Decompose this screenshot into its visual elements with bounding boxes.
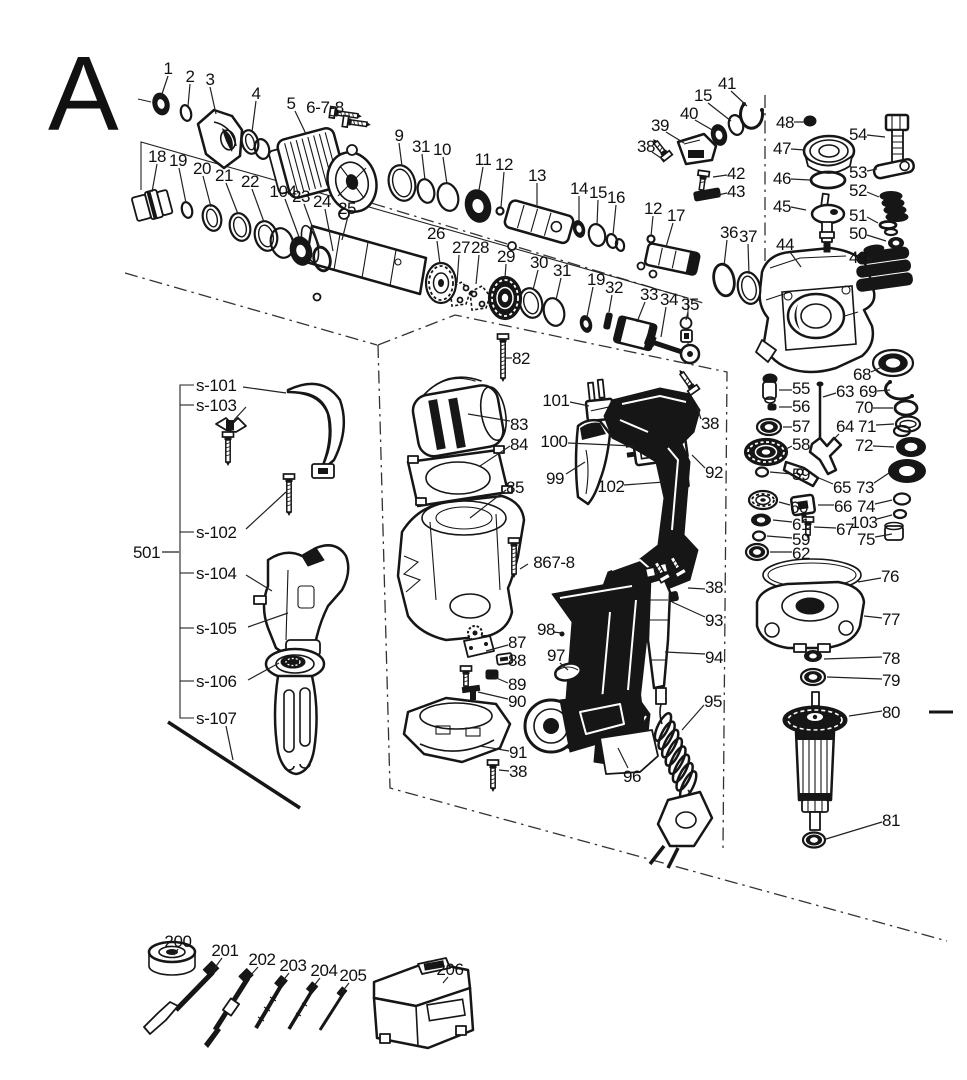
washer: [753, 532, 765, 541]
part-callout-40: 40: [679, 104, 699, 123]
part-callout-35: 35: [680, 295, 700, 314]
leader-line: [494, 677, 508, 683]
part-callout-80: 80: [881, 703, 901, 722]
screw-shaft: [464, 674, 468, 686]
part-callout-34: 34: [659, 290, 679, 309]
main-housing: [398, 496, 524, 640]
part-callout-205: 205: [339, 966, 367, 985]
part-callout-45: 45: [772, 197, 792, 216]
leader-line: [819, 478, 833, 484]
part-callout-46: 46: [772, 169, 792, 188]
o-ring: [880, 222, 896, 229]
screw-head: [284, 474, 295, 479]
part-callout-55: 55: [791, 379, 811, 398]
leader-line: [873, 446, 894, 447]
part-callout-2: 2: [185, 67, 195, 86]
leader-line: [713, 175, 727, 177]
screw-tip: [491, 788, 495, 792]
screw-head: [461, 666, 472, 671]
part-callout-47: 47: [772, 139, 792, 158]
screw-shaft: [699, 179, 705, 191]
part-callout-19: 19: [168, 151, 188, 170]
part-callout-48: 48: [775, 113, 795, 132]
side-handle-assembly: [168, 384, 348, 808]
part-callout-51: 51: [848, 206, 868, 225]
part-callout-31: 31: [411, 137, 431, 156]
part-callout-50: 50: [848, 224, 868, 243]
leader-line: [457, 255, 459, 283]
part-callout-22: 22: [240, 172, 260, 191]
drill-bit-2: [289, 982, 318, 1029]
part-callout-38: 38: [636, 137, 656, 156]
part-callout-11: 11: [474, 150, 492, 169]
leader-line: [767, 536, 792, 538]
leader-line: [682, 705, 704, 730]
screw-tip: [501, 378, 505, 382]
brush-holder: [678, 134, 716, 164]
part-callout-18: 18: [147, 147, 167, 166]
leader-line: [179, 168, 186, 203]
leader-line: [692, 455, 705, 468]
washer: [586, 222, 607, 247]
part-callout-103: 103: [850, 513, 878, 532]
leader-line: [875, 500, 892, 504]
part-callout-71: 71: [857, 417, 877, 436]
power-plug: [650, 792, 712, 868]
o-ring: [711, 262, 737, 297]
part-callout-82: 82: [511, 349, 531, 368]
bearing-bore: [886, 358, 900, 367]
part-callout-202: 202: [248, 950, 276, 969]
leader-line: [824, 657, 882, 659]
part-callout-38: 38: [508, 762, 528, 781]
leader-line: [422, 154, 425, 180]
bearing-bore: [765, 424, 774, 430]
part-callout-100: 100: [540, 432, 568, 451]
washer: [253, 138, 272, 161]
armature: [783, 692, 847, 830]
accessories: [144, 942, 473, 1048]
part-callout-s-104: s-104: [196, 564, 237, 583]
part-callout-93: 93: [704, 611, 724, 630]
leader-line: [876, 424, 894, 425]
leader-line: [773, 520, 792, 522]
part-callout-88: 88: [507, 651, 527, 670]
leader-line: [501, 172, 504, 207]
part-callout-42: 42: [726, 164, 746, 183]
part-callout-69: 69: [858, 382, 878, 401]
leader-line: [651, 216, 653, 236]
washer: [497, 208, 504, 215]
bearing-bore: [810, 837, 818, 842]
washer: [200, 203, 224, 233]
part-callout-21: 21: [214, 166, 234, 185]
part-callout-1: 1: [163, 59, 173, 78]
part-callout-74: 74: [856, 497, 876, 516]
part-callout-97: 97: [546, 646, 566, 665]
part-callout-89: 89: [507, 675, 527, 694]
screw-head: [223, 432, 234, 437]
leader-line: [505, 264, 506, 278]
washer: [435, 181, 462, 213]
part-callout-s-106: s-106: [196, 672, 237, 691]
washer: [894, 494, 910, 505]
part-callout-43: 43: [726, 182, 746, 201]
part-callout-25: 25: [337, 199, 357, 218]
pivot-plate: [873, 158, 915, 179]
leader-line: [858, 578, 881, 582]
part-callout-53: 53: [848, 163, 868, 182]
washer: [180, 201, 194, 219]
part-callout-201: 201: [211, 941, 239, 960]
leader-line: [731, 91, 747, 106]
bearing-cover: [757, 582, 864, 648]
washer: [894, 510, 906, 518]
part-callout-59: 59: [791, 530, 811, 549]
cylinder-barrel: [306, 226, 426, 294]
bearing-bore: [809, 674, 818, 680]
part-callout-102: 102: [597, 477, 625, 496]
screw: [284, 474, 295, 516]
part-callout-3: 3: [205, 70, 215, 89]
leader-line: [637, 302, 645, 322]
o-ring: [895, 401, 917, 415]
point-chisel: [204, 969, 253, 1048]
leader-line: [849, 711, 882, 716]
screw: [675, 367, 699, 395]
seal-ring-bore: [809, 653, 817, 658]
screw-tip: [287, 512, 291, 516]
part-callout-76: 76: [880, 567, 900, 586]
part-callout-20: 20: [192, 159, 212, 178]
part-callout-95: 95: [703, 692, 723, 711]
part-callout-17: 17: [666, 206, 686, 225]
part-callout-94: 94: [704, 648, 724, 667]
leader-line: [161, 76, 168, 97]
part-callout-867-8: 867-8: [533, 553, 575, 572]
part-callout-62: 62: [791, 544, 811, 563]
part-callout-5: 5: [286, 94, 296, 113]
leader-line: [499, 770, 509, 771]
part-callout-63: 63: [835, 382, 855, 401]
part-callout-84: 84: [509, 435, 529, 454]
washer: [541, 296, 568, 328]
leader-line: [708, 103, 731, 121]
part-callout-24: 24: [312, 192, 332, 211]
part-callout-s-101: s-101: [196, 376, 237, 395]
screw-head: [498, 334, 509, 339]
washer: [885, 229, 897, 235]
shift-fork: [810, 438, 841, 474]
part-callout-66: 66: [833, 497, 853, 516]
leader-line: [791, 179, 810, 180]
part-callout-91: 91: [508, 743, 528, 762]
screw-tip: [226, 462, 230, 466]
part-callout-79: 79: [881, 671, 901, 690]
gear-hub: [502, 294, 508, 302]
leader-line: [478, 692, 508, 699]
part-callout-23: 23: [291, 187, 311, 206]
leader-line: [295, 111, 306, 134]
leader-line: [748, 244, 749, 274]
motor-assembly: [757, 559, 864, 830]
washer: [179, 104, 193, 122]
sheet-letter: A: [48, 35, 119, 153]
leader-line: [246, 492, 286, 529]
part-callout-81: 81: [881, 811, 901, 830]
drill-bit-1: [256, 976, 287, 1028]
washer: [648, 236, 655, 243]
part-callout-54: 54: [848, 125, 868, 144]
leader-line: [867, 217, 878, 223]
part-callout-204: 204: [310, 961, 338, 980]
leader-line: [672, 602, 705, 617]
gear-hub: [762, 449, 770, 454]
part-callout-75: 75: [856, 530, 876, 549]
housing-cap: [404, 698, 510, 762]
leader-line: [826, 822, 882, 839]
leader-line: [613, 205, 616, 235]
part-callout-65: 65: [832, 478, 852, 497]
leader-line: [609, 295, 612, 312]
part-callout-98: 98: [536, 620, 556, 639]
part-callout-56: 56: [791, 397, 811, 416]
part-callout-12: 12: [494, 155, 514, 174]
part-callout-99: 99: [545, 469, 565, 488]
leader-line: [243, 387, 286, 393]
leader-line: [779, 502, 790, 505]
part-callout-15: 15: [693, 86, 713, 105]
leader-line: [827, 677, 882, 679]
leader-line: [877, 390, 890, 391]
part-callout-10: 10: [432, 140, 452, 159]
screw: [223, 432, 234, 466]
screw-shaft: [654, 141, 665, 153]
leader-line: [791, 207, 806, 210]
washer: [251, 219, 280, 254]
handle-clamp: [254, 545, 348, 656]
leader-line: [864, 616, 882, 618]
part-callout-64: 64: [835, 417, 855, 436]
leader-line: [874, 473, 889, 483]
part-callout-38: 38: [700, 414, 720, 433]
part-callout-26: 26: [426, 224, 446, 243]
part-callout-92: 92: [704, 463, 724, 482]
part-callout-38: 38: [704, 578, 724, 597]
leader-line: [252, 101, 256, 132]
washer: [415, 177, 437, 204]
leader-line: [587, 287, 593, 317]
part-callout-206: 206: [436, 960, 464, 979]
screw-shaft: [351, 120, 367, 127]
part-callout-67: 67: [835, 520, 855, 539]
washer: [227, 211, 254, 243]
part-callout-83: 83: [509, 415, 529, 434]
leader-line: [252, 189, 264, 222]
leader-line: [399, 143, 402, 166]
crank-gear: [812, 194, 844, 252]
part-callout-87: 87: [507, 633, 527, 652]
leader-line: [226, 726, 233, 760]
part-callout-203: 203: [279, 956, 307, 975]
part-callout-31: 31: [552, 261, 572, 280]
part-callout-49: 49: [848, 248, 868, 267]
crankcase-assembly: [678, 102, 915, 372]
part-callout-33: 33: [639, 285, 659, 304]
part-callout-77: 77: [881, 610, 901, 629]
part-callout-73: 73: [855, 478, 875, 497]
washer: [727, 114, 746, 137]
o-ring: [811, 172, 845, 188]
part-callout-501: 501: [133, 543, 161, 562]
leader-line: [867, 235, 886, 241]
part-callout-78: 78: [881, 649, 901, 668]
part-callout-39: 39: [650, 116, 670, 135]
part-callout-200: 200: [164, 932, 192, 951]
part-callout-52: 52: [848, 181, 868, 200]
gear-hub: [760, 498, 766, 502]
part-callout-101: 101: [542, 391, 570, 410]
leader-line: [520, 564, 528, 569]
part-callout-s-107: s-107: [196, 709, 237, 728]
leader-line: [476, 255, 479, 284]
leader-line: [624, 482, 664, 485]
side-handle-bracket: [180, 385, 194, 718]
leader-line: [688, 588, 705, 589]
leader-line: [443, 157, 447, 184]
gear-hub: [438, 279, 444, 287]
leader-line: [437, 241, 440, 264]
cord-spring: [652, 711, 700, 801]
screw-head: [342, 116, 348, 128]
screw-head: [698, 170, 710, 176]
leader-line: [203, 176, 211, 207]
part-callout-58: 58: [791, 435, 811, 454]
leader-line: [666, 223, 673, 247]
part-callout-61: 61: [791, 515, 811, 534]
washer: [385, 162, 419, 204]
leader-line: [188, 84, 190, 106]
leader-line: [152, 164, 157, 192]
part-callout-s-105: s-105: [196, 619, 237, 638]
part-callout-59: 59: [791, 465, 811, 484]
part-callout-16: 16: [606, 188, 626, 207]
part-callout-60: 60: [789, 498, 809, 517]
cord-guard: [645, 563, 670, 704]
leader-line: [867, 192, 879, 197]
part-callout-70: 70: [854, 398, 874, 417]
leader-line: [724, 240, 727, 266]
part-callout-68: 68: [852, 365, 872, 384]
leader-line: [877, 515, 892, 519]
part-callout-14: 14: [569, 179, 589, 198]
leader-line: [226, 183, 238, 214]
leader-line: [661, 307, 666, 337]
screw-head: [509, 538, 520, 543]
part-callout-36: 36: [719, 223, 739, 242]
seal-ring-bore: [905, 443, 918, 451]
handle-grip: [266, 649, 324, 774]
leader-line: [814, 527, 836, 528]
part-callout-s-102: s-102: [196, 523, 237, 542]
seal-ring-bore: [893, 240, 900, 245]
bearing-bore: [753, 549, 761, 555]
part-callout-41: 41: [717, 74, 737, 93]
washer: [615, 238, 626, 252]
part-callout-9: 9: [394, 126, 404, 145]
part-callout-90: 90: [507, 692, 527, 711]
part-callout-30: 30: [529, 253, 549, 272]
screw-head: [488, 760, 499, 765]
motor-housing: [525, 580, 658, 774]
leader-line: [479, 167, 483, 190]
part-callout-19: 19: [586, 270, 606, 289]
part-callout-104: 104: [269, 182, 297, 201]
leader-line: [867, 135, 885, 137]
part-callout-28: 28: [470, 238, 490, 257]
part-callout-96: 96: [622, 767, 642, 786]
part-callout-12: 12: [643, 199, 663, 218]
seal-ring-bore: [757, 517, 765, 522]
screw: [488, 760, 499, 792]
part-callout-6-7-8: 6-7-8: [306, 98, 344, 117]
part-callout-32: 32: [604, 278, 624, 297]
seal-ring-bore: [899, 466, 915, 476]
part-callout-15: 15: [588, 183, 608, 202]
leader-line: [556, 278, 561, 300]
part-callout-s-103: s-103: [196, 396, 237, 415]
leader-line: [665, 652, 705, 654]
part-callout-4: 4: [251, 84, 261, 103]
part-callout-37: 37: [738, 227, 758, 246]
drill-bit-3: [320, 987, 347, 1030]
leader-line: [597, 200, 598, 225]
leader-line: [533, 270, 538, 290]
part-callout-29: 29: [496, 247, 516, 266]
part-callout-27: 27: [451, 238, 471, 257]
part-callout-44: 44: [775, 235, 795, 254]
part-callout-85: 85: [505, 478, 525, 497]
washer: [756, 468, 768, 477]
leader-line: [823, 393, 836, 397]
part-callout-72: 72: [854, 436, 874, 455]
part-callout-13: 13: [527, 166, 547, 185]
part-callout-57: 57: [791, 417, 811, 436]
